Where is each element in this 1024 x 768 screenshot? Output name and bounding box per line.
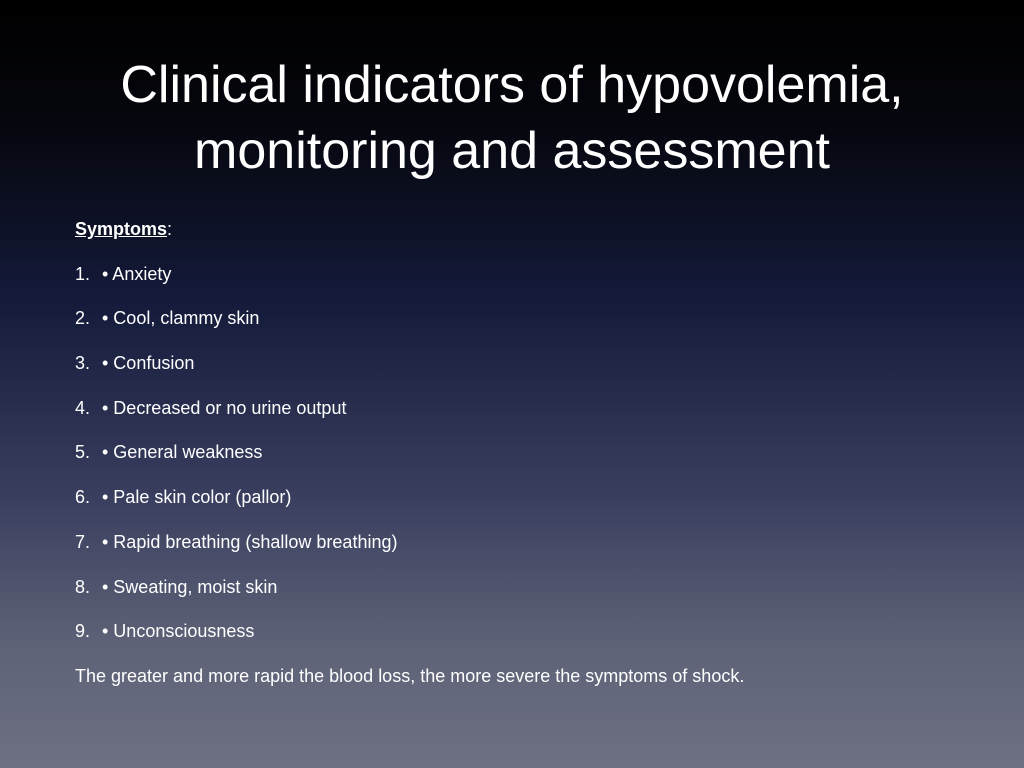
list-item-number: 3.: [75, 353, 91, 374]
list-item: [75, 241, 975, 286]
list-item-text: • Unconsciousness: [102, 621, 255, 642]
list-item-number: 5.: [75, 442, 91, 463]
list-item: [75, 509, 975, 554]
list-item-text: • Sweating, moist skin: [102, 576, 278, 597]
list-item-number: 2.: [75, 308, 91, 329]
list-item: [75, 375, 975, 420]
list-item-number: 9.: [75, 621, 91, 642]
list-item-text: • Decreased or no urine output: [102, 397, 347, 418]
list-item-number: 7.: [75, 531, 91, 552]
slide-title-line-2: monitoring and assessment: [194, 122, 830, 180]
list-item-number: 1.: [75, 263, 91, 284]
symptoms-heading: [75, 217, 975, 241]
slide-body: [75, 217, 975, 688]
list-item-text: • Cool, clammy skin: [102, 308, 260, 329]
list-item-number: 4.: [75, 397, 91, 418]
list-item-text: • General weakness: [102, 442, 263, 463]
slide-title: [0, 52, 1024, 184]
summary-text: The greater and more rapid the blood loss, the more severe the symptoms of shock.: [75, 665, 745, 686]
slide-title-line-1: Clinical indicators of hypovolemia,: [120, 56, 904, 114]
list-item: [75, 330, 975, 375]
list-item: [75, 554, 975, 599]
list-item: [75, 286, 975, 331]
list-item-text: • Confusion: [102, 353, 195, 374]
list-item-text: • Anxiety: [102, 263, 172, 284]
list-item: [75, 599, 975, 644]
symptoms-heading-label: Symptoms: [75, 219, 168, 239]
list-item-text: • Rapid breathing (shallow breathing): [102, 531, 398, 552]
list-item-number: 8.: [75, 576, 91, 597]
list-item: [75, 420, 975, 465]
list-item-number: 6.: [75, 487, 91, 508]
list-item: [75, 464, 975, 509]
symptoms-list: [75, 241, 975, 643]
list-item-text: • Pale skin color (pallor): [102, 487, 292, 508]
symptoms-heading-colon: :: [167, 219, 173, 239]
